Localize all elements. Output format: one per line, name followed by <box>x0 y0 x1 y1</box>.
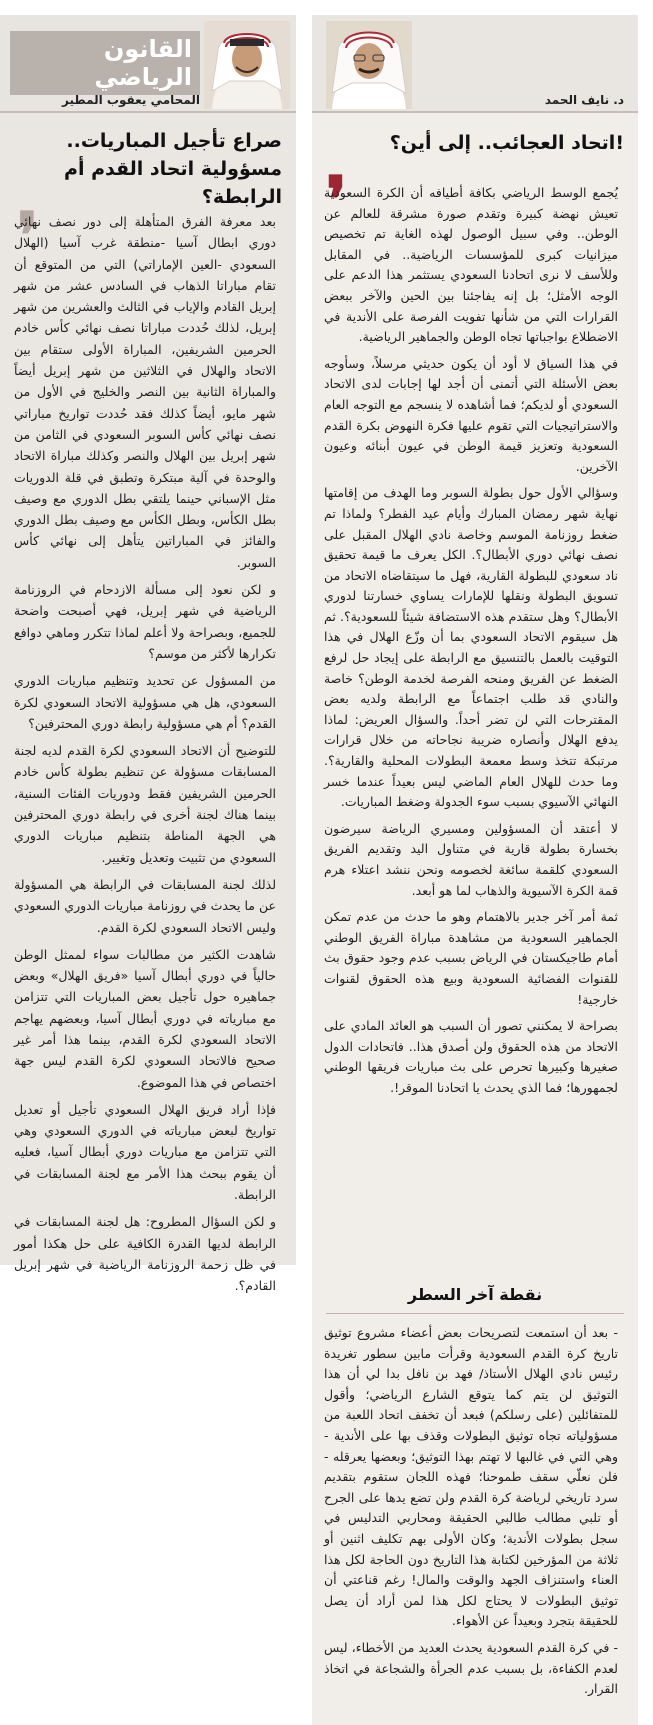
section-title: نقطة آخر السطر <box>407 1285 543 1304</box>
left-headline: صراع تأجيل المباريات.. مسؤولية اتحاد القدم أم الرابطة؟ <box>64 130 282 208</box>
right-column-header <box>312 15 638 113</box>
right-headline: اتحاد العجائب.. إلى أين؟! <box>389 132 624 154</box>
left-paragraph: بعد معرفة الفرق المتأهلة إلى دور نصف نهائي دوري ابطال آسيا -منطقة غرب آسيا (الهلال السعودي -العين الإماراتي) التي من المتوقع أن تقام مباراتا الذهاب في السادس عشر من شهر إبريل القادم والإياب في الثالث والعشرين من شهر إبريل، لذلك حُددت مباراتا نصف نهائي كأس خادم الحرمين الشريفين، المباراة الأولى ستقام بين الاتحاد والهلال في الثلاثين من شهر إبريل أيضاً والمباراة الثانية بين النصر والخليج في الأول من شهر مايو، أيضاً كذلك فقد حُددت تواريخ مباراتي نصف نهائي كأس السوبر السعودي في الثامن من شهر إبريل بين الهلال والنصر وكذلك مباراة الاتحاد والوحدة في آلية مبتكرة وتطبق في قلة الدوريات مثل الإسباني حينما يلتقي بطل الدوري مع وصيف بطل الكأس، وبطل الكأس مع وصيف بطل الدوري والفائز في المباراتين يتأهل إلى نهائي كأس السوبر. <box>14 214 276 570</box>
author-portrait-icon <box>326 21 412 109</box>
right-author-photo <box>326 21 412 109</box>
right-paragraph: ثمة أمر آخر جدير بالاهتمام وهو ما حدث من عدم تمكن الجماهير السعودية من مشاهدة مباراة الفريق الوطني أمام طاجيكستان في الرياض بسبب عدم وجود حقوق بث للقنوات الفضائية السعودية وبيع هذه الحقوق لقنوات خارجية! <box>324 909 618 1007</box>
right-paragraph: في هذا السياق لا أود أن يكون حديثي مرسلاً، وسأوجه بعض الأسئلة التي أتمنى أن أجد لها إجابات لدى الاتحاد السعودي أو لديكم؛ فما أشاهده لا ينسجم مع التوجه العام والاستراتيجيات التي تقوم عليها فكرة النهوض بكرة القدم السعودية وتعزيز قيمة الوطن في عيون أبنائه وعيون الآخرين. <box>324 355 618 474</box>
author-portrait-icon <box>204 21 290 109</box>
right-article <box>312 15 638 1725</box>
left-column-header <box>0 15 296 113</box>
right-paragraph: لا أعتقد أن المسؤولين ومسيري الرياضة سيرضون بخسارة بطولة قارية في متناول اليد وتقديم الفريق السعودي كلقمة سائغة لخصومه ونحن ننشد اعتلاء هرم قمة الكرة الآسيوية والذهاب لما هو أبعد. <box>324 820 618 898</box>
right-paragraph: يُجمع الوسط الرياضي بكافة أطيافه أن الكرة السعودية تعيش نهضة كبيرة وتقدم صورة مشرقة للعالم عن الوطن.. وفي سبيل الوصول لهذه الغاية تم تخصيص ميزانيات كبرى للمؤسسات الرياضية.. في المقابل وللأسف لا نرى اتحادنا السعودي يستثمر هذا الدعم على الوجه الأمثل؛ بل إنه يفاجئنا بين الحين والآخر ببعض القرارات التي من شأنها تفويت الفرصة على الأندية في الاضطلاع بواجباتها تجاه الوطن والجماهير الرياضية. <box>324 185 618 345</box>
left-article-body <box>14 211 276 1294</box>
section-divider <box>326 1313 624 1314</box>
left-article <box>0 15 296 1294</box>
left-paragraph: و لكن السؤال المطروح: هل لجنة المسابقات في الرابطة لديها القدرة الكافية على حل هكذا أمور في ظل زحمة الروزنامة الرياضية في شهر إبريل القادم؟. <box>14 1214 276 1294</box>
column-title: القانون الرياضي <box>10 31 200 95</box>
right-article-body <box>324 183 618 1263</box>
section-body <box>324 1323 618 1721</box>
section-item: - بعد أن استمعت لتصريحات بعض أعضاء مشروع توثيق تاريخ كرة القدم السعودية وقرأت مابين سطور تغريدة رئيس نادي الهلال الأستاذ/ فهد بن نافل بدا لي أن هذا التوثيق لن يتم كما يتوقع الشارع الرياضي؛ وأقول للمتفائلين (على رسلكم) فبعد أن تخفف اتحاد اللعبة من مسؤولياته تجاه توثيق البطولات وقذف بها على الأندية - وهي التي في غالبها لا تهتم بهذا التوثيق؛ وبعضها يعرقله - فلن نعلّي سقف طموحنا؛ فهذه اللجان ستقوم بتقديم سرد تاريخي لرياضة كرة القدم ولن تضع يدها على الجرح أو تلبي مطالب طالبي الحقيقة ومحاربي التدليس في سجل بطولات الأندية؛ وكان الأولى بهم تكليف اثنين أو ثلاثة من المؤرخين لكتابة هذا التاريخ دون الحاجة لكل هذا العناء واستنزاف الجهد والوقت والمال! رغم قناعتي أن توثيق البطولات لا يحتاج لكل هذا لمن أراد أن يصل للحقيقة بتجرد وبعيداً عن الأهواء. <box>324 1325 618 1629</box>
left-paragraph: من المسؤول عن تحديد وتنظيم مباريات الدوري السعودي، هل هي مسؤولية الاتحاد السعودي لكرة القدم؟ أم هي مسؤولية رابطة دوري المحترفين؟ <box>14 673 276 731</box>
left-quote-mark-icon: ❜ <box>17 199 38 274</box>
section-item: - في كرة القدم السعودية يحدث العديد من الأخطاء، ليس لعدم الكفاءة، بل بسبب عدم الجرأة والشجاعة في اتخاذ القرار. <box>324 1639 618 1697</box>
right-quote-mark-icon: ❜ <box>326 163 347 238</box>
left-paragraph: شاهدت الكثير من مطالبات سواء لممثل الوطن حالياً في دوري أبطال آسيا «فريق الهلال» وبعض جماهيره حول تأجيل بعض المباريات التي تتزامن مع مبارياته في دوري أبطال آسيا، وبعضهم يهاجم الاتحاد السعودي لكرة القدم، بينما هذا أمر غير صحيح فالاتحاد السعودي لكرة القدم ليس جهة اختصاص في هذا الموضوع. <box>14 946 276 1090</box>
left-paragraph: فإذا أراد فريق الهلال السعودي تأجيل أو تعديل تواريخ لبعض مبارياته في الدوري السعودي وهي التي تتزامن مع مباريات دوري أبطال آسيا، فعليه أن يقوم ببحث هذا الأمر مع لجنة المسابقات في الرابطة. <box>14 1101 276 1203</box>
right-author-name: د. نايف الحمد <box>544 93 624 107</box>
left-paragraph: و لكن نعود إلى مسألة الازدحام في الروزنامة الرياضية في شهر إبريل، فهي أصبحت واضحة للجميع، وبصراحة ولا أعلم لماذا تتكرر وماهي دوافع تكرارها لأكثر من موسم؟ <box>14 582 276 661</box>
left-paragraph: للتوضيح أن الاتحاد السعودي لكرة القدم لديه لجنة المسابقات مسؤولة عن تنظيم بطولة كأس خادم الحرمين الشريفين فقط ودوريات الفئات السنية، بينما هناك لجنة أخرى في رابطة دوري المحترفين هي الجهة المناطة بتنظيم مباريات الدوري السعودي من تثبيت وتعديل وتغيير. <box>14 743 276 865</box>
left-author-name: المحامي يعقوب المطير <box>62 93 200 107</box>
right-paragraph: بصراحة لا يمكنني تصور أن السبب هو العائد المادي على الاتحاد من هذه الحقوق ولن أصدق هذا.. فاتحادات الدول صغيرها وكبيرها تحرص على بث مباريات فريقها الوطني لجمهورها؛ فما الذي يحدث يا اتحادنا الموقر!. <box>324 1018 618 1095</box>
left-author-photo <box>204 21 290 109</box>
left-paragraph: لذلك لجنة المسابقات في الرابطة هي المسؤولة عن ما يحدث في روزنامة مباريات الدوري السعودي وليس الاتحاد السعودي لكرة القدم. <box>14 876 276 935</box>
right-paragraph: وسؤالي الأول حول بطولة السوبر وما الهدف من إقامتها نهاية شهر رمضان المبارك وأيام عيد الفطر؟ ولماذا تم ضغط روزنامة الموسم وخاصة نادي الهلال المقبل على نصف نهائي دوري الأبطال؟. الكل يعرف ما قيمة تحقيق ناد سعودي للبطولة القارية، فهل ما سيتقاضاه الاتحاد من تسويق البطولة ونقلها للإمارات يساوي خسارتنا لدوري الأبطال؟ وهل ستقدم هذه الاستضافة شيئاً للسعودية؟. ثم هل سيقوم الاتحاد السعودي بما أن وزّع الهلال في هذا التوقيت بالعمل بالتنسيق مع الرابطة على إيجاد حل لرفع الضغط عن الفريق ومنحه الفرصة لخدمة الوطن؟ خاصة والنادي قد طلب اجتماعاً مع الرابطة ولديه بعض المقترحات التي لن تضر أحداً. والسؤال العريض: لماذا يدفع الهلال وأنصاره ضريبة نجاحاته من خلال قرارات مرتبكة تتخذ وسط معمعة البطولات المحلية والقارية؟. وما حدث للهلال العام الماضي ليس بعيداً عندما خسر النهائي الآسيوي بسبب سوء الجدولة وضغط المباريات. <box>324 485 618 810</box>
